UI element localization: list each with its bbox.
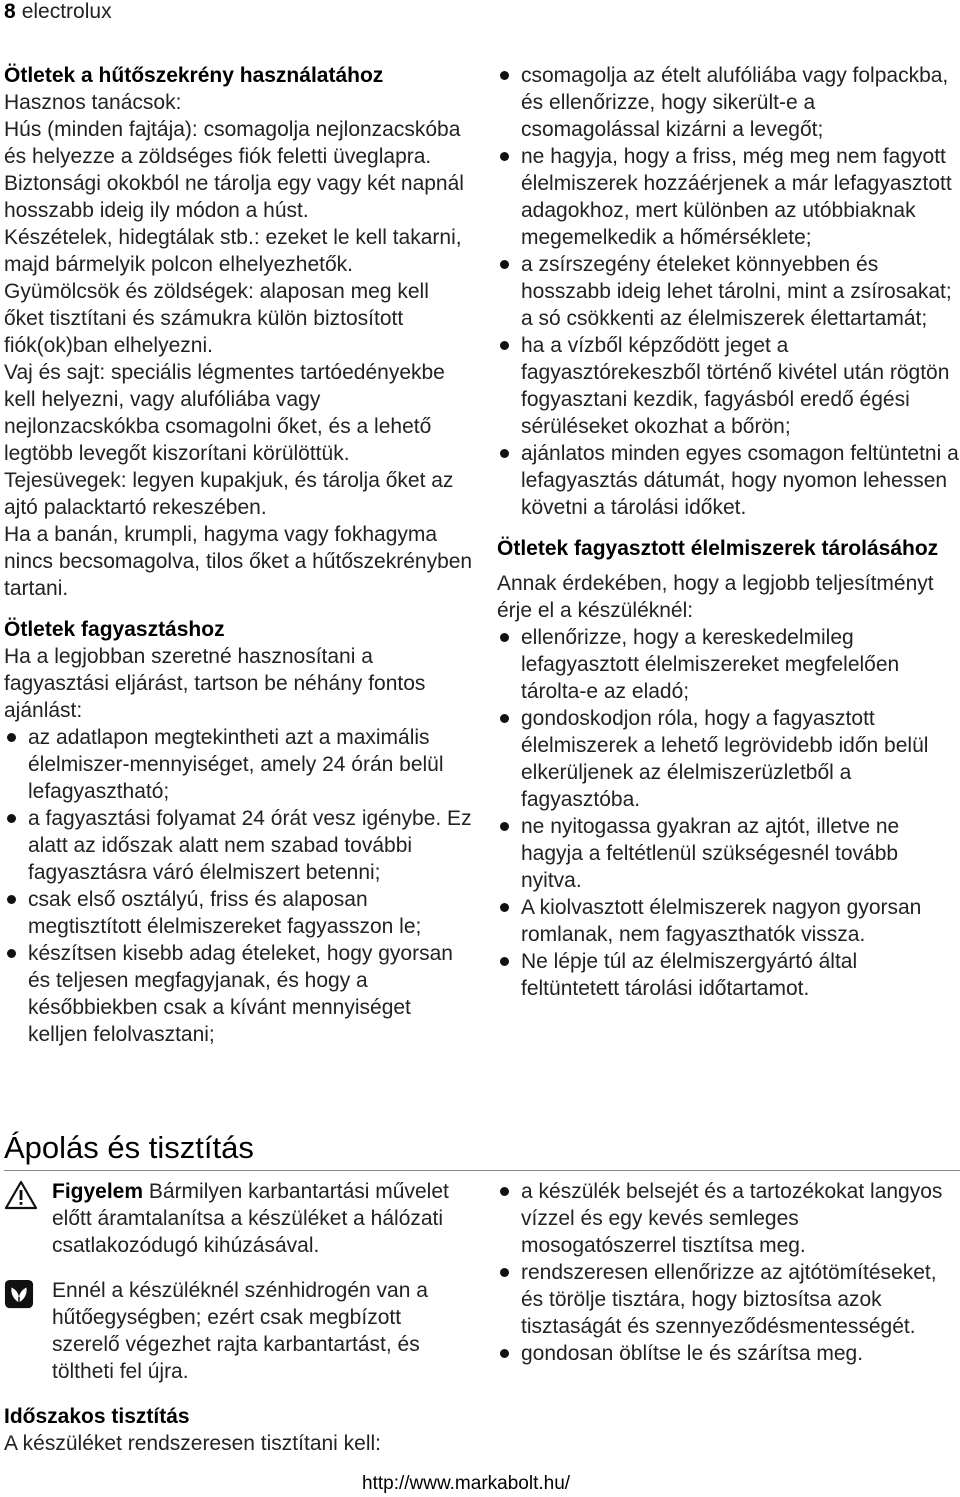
freezing-tips-list <box>4 724 474 1048</box>
list-item: rendszeresen ellenőrizze az ajtótömítéseket, és törölje tisztára, hogy biztosítsa azok tisztaságát és szennyeződésmentességét. <box>497 1259 959 1340</box>
care-cleaning-title: Ápolás és tisztítás <box>4 1130 960 1171</box>
paragraph: Tejesüvegek: legyen kupakjuk, és tárolja őket az ajtó palacktartó rekeszében. <box>4 469 454 519</box>
list-item: csak első osztályú, friss és alaposan megtisztított élelmiszereket fagyasszon le; <box>4 886 474 940</box>
cleaning-steps-list <box>497 1178 959 1367</box>
freezing-intro: Ha a legjobban szeretné hasznosítani a fagyasztási eljárást, tartson be néhány fontos ajánlást: <box>4 645 426 722</box>
environment-text: Ennél a készüléknél szénhidrogén van a hűtőegységben; ezért csak megbízott szerelő végezhet rajta karbantartást, és töltheti fel újra. <box>52 1279 428 1383</box>
warning-note <box>4 1178 474 1259</box>
list-item: ne hagyja, hogy a friss, még meg nem fagyott élelmiszerek hozzáérjenek a már lefagyasztott adagokhoz, mert különben az utóbbiaknak megemelkedik a hőmérséklete; <box>497 143 959 251</box>
paragraph: Hús (minden fajtája): csomagolja nejlonzacskóba és helyezze a zöldséges fiók feletti üveglapra. <box>4 118 461 168</box>
fridge-tips-heading: Ötletek a hűtőszekrény használatához <box>4 64 384 87</box>
environment-note <box>4 1277 474 1385</box>
list-item: ne nyitogassa gyakran az ajtót, illetve ne hagyja a feltétlenül szükségesnél tovább nyitva. <box>497 813 959 894</box>
list-item: gondoskodjon róla, hogy a fagyasztott élelmiszerek a lehető legrövidebb időn belül elkerüljenek az élelmiszerüzletből a fagyasztóba. <box>497 705 959 813</box>
page-header <box>4 0 112 24</box>
footer-url: http://www.markabolt.hu/ <box>362 1473 571 1494</box>
list-item: ha a vízből képződött jeget a fagyasztórekeszből történő kivétel után rögtön fogyasztani kezdik, fagyásból eredő égési sérüléseket okozhat a bőrön; <box>497 332 959 440</box>
periodic-cleaning-heading: Időszakos tisztítás <box>4 1405 190 1428</box>
list-item: A kiolvasztott élelmiszerek nagyon gyorsan romlanak, nem fagyaszthatók vissza. <box>497 894 959 948</box>
freezing-tips-heading: Ötletek fagyasztáshoz <box>4 618 225 641</box>
list-item: készítsen kisebb adag ételeket, hogy gyorsan és teljesen megfagyjanak, és hogy a későbbiekben csak a kívánt mennyiséget kelljen felolvasztani; <box>4 940 474 1048</box>
paragraph: Biztonsági okokból ne tárolja egy vagy két napnál hosszabb ideig ily módon a húst. <box>4 172 464 222</box>
list-item: a készülék belsejét és a tartozékokat langyos vízzel és egy kevés semleges mosogatószerrel tisztítsa meg. <box>497 1178 959 1259</box>
warning-text: Bármilyen karbantartási művelet előtt áramtalanítsa a készüléket a hálózati csatlakozódugó kihúzásával. <box>52 1180 449 1257</box>
left-column-top <box>4 62 474 1048</box>
list-item: az adatlapon megtekintheti azt a maximális élelmiszer-mennyiséget, amely 24 órán belül lefagyasztható; <box>4 724 474 805</box>
right-column-bottom <box>497 1178 959 1367</box>
list-item: a zsírszegény ételeket könnyebben és hosszabb ideig lehet tárolni, mint a zsírosakat; a só csökkenti az élelmiszerek élettartamát; <box>497 251 959 332</box>
warning-triangle-icon <box>4 1180 38 1210</box>
list-item: ellenőrizze, hogy a kereskedelmileg lefagyasztott élelmiszereket megfelelően tárolta-e az eladó; <box>497 624 959 705</box>
left-column-bottom <box>4 1178 474 1457</box>
list-item: Ne lépje túl az élelmiszergyártó által feltüntetett tárolási időtartamot. <box>497 948 959 1002</box>
paragraph: Készételek, hidegtálak stb.: ezeket le kell takarni, majd bármelyik polcon elhelyezhetők. <box>4 226 462 276</box>
list-item: csomagolja az ételt alufóliába vagy folpackba, és ellenőrizze, hogy sikerült-e a csomagolással kizárni a levegőt; <box>497 62 959 143</box>
freezing-tips-list-continued <box>497 62 959 521</box>
environment-leaf-icon <box>4 1279 34 1309</box>
list-item: a fagyasztási folyamat 24 órát vesz igénybe. Ez alatt az időszak alatt nem szabad további fagyasztásra váró élelmiszert betenni; <box>4 805 474 886</box>
paragraph: Hasznos tanácsok: <box>4 91 182 114</box>
frozen-storage-intro: Annak érdekében, hogy a legjobb teljesítményt érje el a készüléknél: <box>497 572 934 622</box>
brand-name: electrolux <box>21 0 112 23</box>
paragraph: Gyümölcsök és zöldségek: alaposan meg kell őket tisztítani és számukra külön biztosított fiók(ok)ban elhelyezni. <box>4 280 429 357</box>
warning-label: Figyelem <box>52 1180 144 1203</box>
list-item: gondosan öblítse le és szárítsa meg. <box>497 1340 959 1367</box>
paragraph: Vaj és sajt: speciális légmentes tartóedényekbe kell helyezni, vagy alufóliába vagy nejlonzacskókba csomagolni őket, és a lehető legtöbb levegőt kiszorítani körülöttük. <box>4 361 445 465</box>
page-number: 8 <box>4 0 16 23</box>
right-column-top <box>497 62 959 1002</box>
paragraph: Ha a banán, krumpli, hagyma vagy fokhagyma nincs becsomagolva, tilos őket a hűtőszekrényben tartani. <box>4 523 473 600</box>
frozen-storage-heading: Ötletek fagyasztott élelmiszerek tárolásához <box>497 537 939 560</box>
periodic-cleaning-intro: A készüléket rendszeresen tisztítani kell: <box>4 1432 382 1455</box>
list-item: ajánlatos minden egyes csomagon feltüntetni a lefagyasztás dátumát, hogy nyomon lehessen követni a tárolási időket. <box>497 440 959 521</box>
frozen-storage-list <box>497 624 959 1002</box>
